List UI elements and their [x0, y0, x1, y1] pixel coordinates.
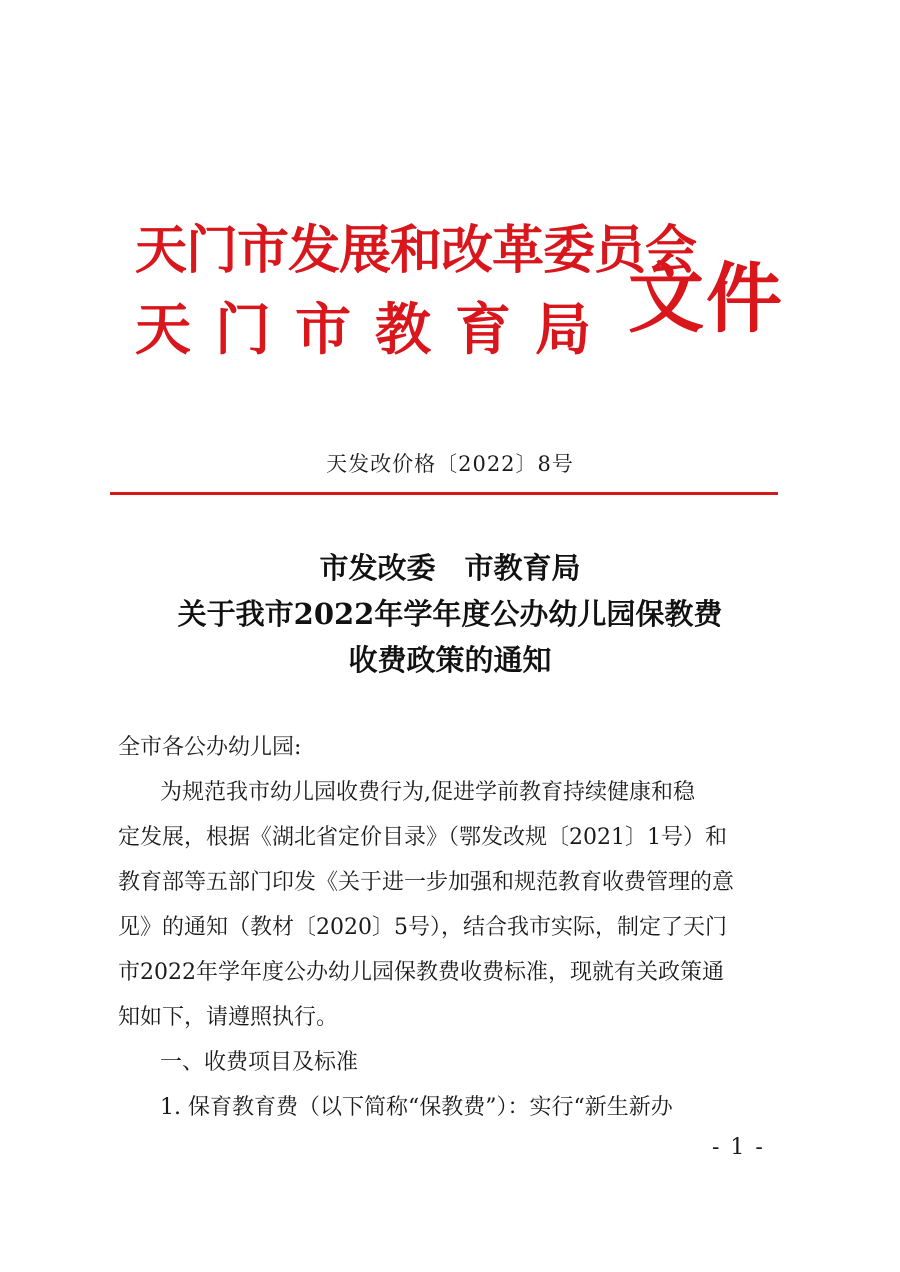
document-type-label: 文件: [628, 254, 784, 343]
body-line: 市2022年学年度公办幼儿园保教费收费标准，现就有关政策通: [118, 960, 724, 985]
body-line: 知如下，请遵照执行。: [118, 1005, 339, 1030]
document-title-line-1: 市发改委 市教育局: [319, 551, 581, 585]
red-divider-line: [110, 492, 778, 495]
section-heading: 一、收费项目及标准: [160, 1050, 359, 1075]
page-number: - 1 -: [712, 1135, 765, 1160]
body-line: 见》的通知（教材〔2020〕5号），结合我市实际，制定了天门: [118, 915, 727, 940]
body-line: 为规范我市幼儿园收费行为,促进学前教育持续健康和稳: [160, 780, 695, 805]
document-title-line-3: 收费政策的通知: [348, 643, 552, 677]
document-title-line-2: 关于我市2022年学年度公办幼儿园保教费: [177, 597, 723, 631]
issuing-org-line-1: 天门市发展和改革委员会: [135, 221, 697, 281]
list-item: 1. 保育教育费（以下简称“保教费”）：实行“新生新办: [160, 1095, 673, 1120]
addressee: 全市各公办幼儿园:: [118, 735, 302, 760]
body-line: 定发展，根据《湖北省定价目录》（鄂发改规〔2021〕1号）和: [118, 825, 727, 850]
issuing-org-line-2: 天门市教育局: [135, 298, 615, 363]
document-number: 天发改价格〔2022〕8号: [326, 452, 574, 476]
body-line: 教育部等五部门印发《关于进一步加强和规范教育收费管理的意: [118, 870, 735, 895]
